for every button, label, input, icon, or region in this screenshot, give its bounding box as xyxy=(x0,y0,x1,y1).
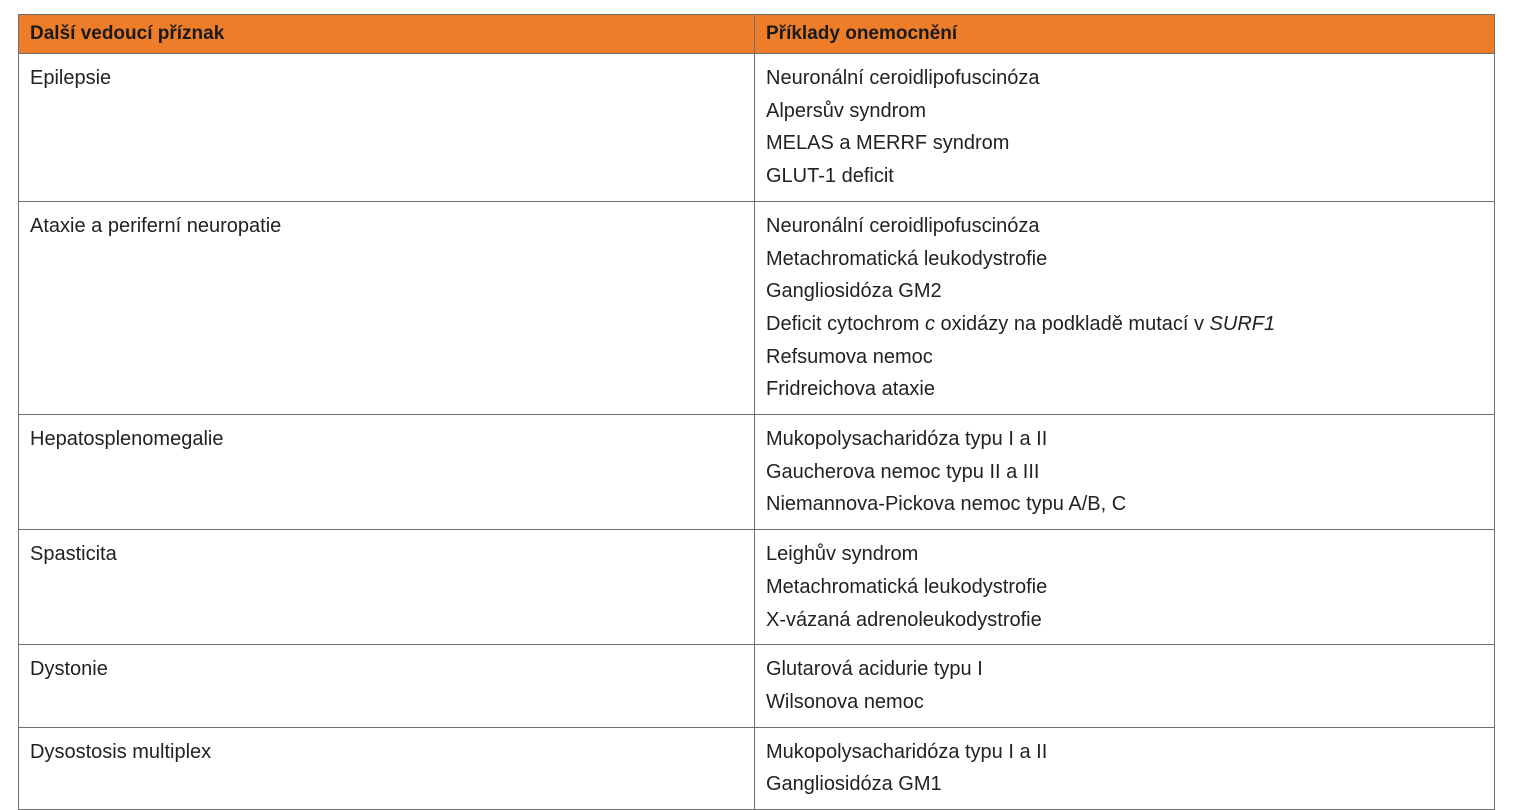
header-symptom: Další vedoucí příznak xyxy=(19,15,755,54)
example-item: Niemannova-Pickova nemoc typu A/B, C xyxy=(766,493,1127,516)
example-item: Metachromatická leukodystrofie xyxy=(766,575,1048,598)
examples-cell xyxy=(755,54,1495,202)
example-item: Fridreichova ataxie xyxy=(766,378,935,401)
table-body xyxy=(19,54,1495,810)
example-item: GLUT-1 deficit xyxy=(766,165,894,188)
symptom-cell xyxy=(19,530,755,645)
table-row xyxy=(19,530,1495,645)
symptom-cell xyxy=(19,201,755,414)
symptom-cell xyxy=(19,54,755,202)
examples-cell xyxy=(755,530,1495,645)
example-item: Metachromatická leukodystrofie xyxy=(766,247,1048,270)
symptom-label: Hepatosplenomegalie xyxy=(30,428,224,451)
table-row xyxy=(19,54,1495,202)
symptom-cell xyxy=(19,645,755,727)
table-header xyxy=(19,15,1495,54)
header-examples: Příklady onemocnění xyxy=(755,15,1495,54)
table-container xyxy=(18,14,1494,810)
table-row xyxy=(19,201,1495,414)
example-item: Mukopolysacharidóza typu I a II xyxy=(766,428,1048,451)
examples-cell xyxy=(755,201,1495,414)
symptom-label: Ataxie a periferní neuropatie xyxy=(30,214,282,237)
symptom-label: Spasticita xyxy=(30,543,117,566)
symptom-label: Dysostosis multiplex xyxy=(30,740,212,763)
examples-cell xyxy=(755,645,1495,727)
example-item: Mukopolysacharidóza typu I a II xyxy=(766,740,1048,763)
table-row xyxy=(19,727,1495,809)
example-item: Leighův syndrom xyxy=(766,543,919,566)
example-item: Wilsonova nemoc xyxy=(766,690,924,713)
symptoms-table xyxy=(18,14,1495,810)
symptom-label: Dystonie xyxy=(30,658,108,681)
symptom-label: Epilepsie xyxy=(30,67,112,89)
header-row xyxy=(19,15,1495,54)
example-item-italic-gene: Deficit cytochrom c oxidázy na podkladě mutací v SURF1 xyxy=(766,312,1276,335)
example-item: Gangliosidóza GM1 xyxy=(766,773,942,796)
symptom-cell xyxy=(19,415,755,530)
examples-cell xyxy=(755,415,1495,530)
example-item: Neuronální ceroidlipofuscinóza xyxy=(766,67,1040,89)
example-item: Gangliosidóza GM2 xyxy=(766,280,942,303)
example-item: Refsumova nemoc xyxy=(766,345,933,368)
table-row xyxy=(19,645,1495,727)
table-row xyxy=(19,415,1495,530)
example-item: Alpersův syndrom xyxy=(766,99,927,122)
symptom-cell xyxy=(19,727,755,809)
example-item: Gaucherova nemoc typu II a III xyxy=(766,460,1040,483)
example-item: Neuronální ceroidlipofuscinóza xyxy=(766,214,1040,237)
example-item: MELAS a MERRF syndrom xyxy=(766,132,1010,155)
example-item: X-vázaná adrenoleukodystrofie xyxy=(766,608,1042,631)
examples-cell xyxy=(755,727,1495,809)
example-item: Glutarová acidurie typu I xyxy=(766,658,983,681)
